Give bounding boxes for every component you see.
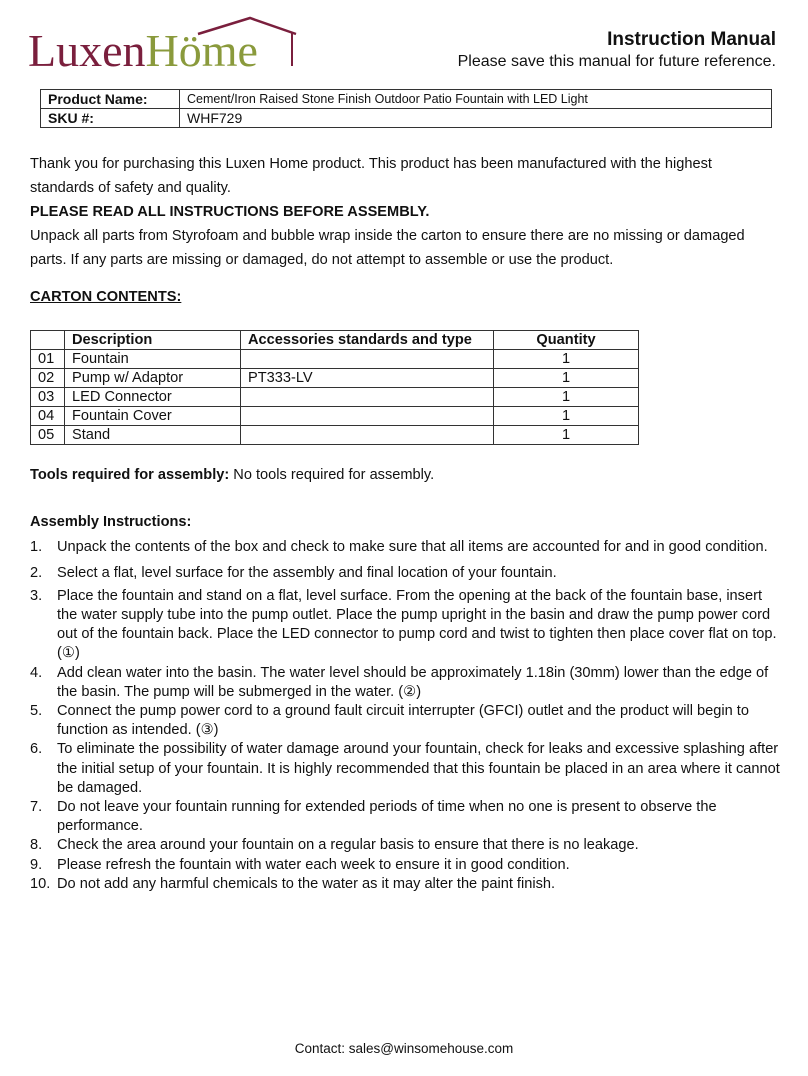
product-name-row [41, 90, 772, 109]
contents-header-row [31, 331, 639, 350]
row-number: 02 [31, 369, 65, 388]
table-row [31, 388, 639, 407]
sku-row [41, 109, 772, 128]
header-no [31, 331, 65, 350]
svg-text:LuxenHöme [28, 25, 258, 76]
row-accessories: PT333-LV [241, 369, 494, 388]
logo-text-home: Höme [145, 25, 258, 76]
list-item [30, 564, 780, 583]
list-item [30, 702, 780, 740]
row-description: Fountain Cover [65, 407, 241, 426]
thank-you-paragraph: Thank you for purchasing this Luxen Home product. This product has been manufactured with the highest standards of safety and quality. [30, 156, 712, 196]
row-number: 05 [31, 426, 65, 445]
step-text: Check the area around your fountain on a regular basis to ensure that there is no leakage. [57, 837, 639, 854]
row-quantity: 1 [494, 350, 639, 369]
row-accessories [241, 407, 494, 426]
step-text: Please refresh the fountain with water each week to ensure it in good condition. [57, 856, 570, 873]
list-item [30, 536, 780, 560]
row-quantity: 1 [494, 407, 639, 426]
row-description: LED Connector [65, 388, 241, 407]
table-row [31, 369, 639, 388]
product-name-label: Product Name: [41, 90, 180, 109]
step-number: 5. [30, 702, 43, 719]
step-text: Connect the pump power cord to a ground fault circuit interrupter (GFCI) outlet and the product will begin to function as intended. (③) [57, 702, 749, 739]
luxen-home-logo [28, 14, 300, 76]
list-item [30, 587, 780, 664]
table-row [31, 426, 639, 445]
row-quantity: 1 [494, 369, 639, 388]
tools-label: Tools required for assembly: [30, 467, 230, 483]
contact-footer: Contact: sales@winsomehouse.com [294, 1041, 514, 1056]
logo-text-luxen: Luxen [28, 25, 146, 76]
row-quantity: 1 [494, 388, 639, 407]
table-row [31, 407, 639, 426]
tools-required-line [30, 464, 780, 488]
unpack-paragraph: Unpack all parts from Styrofoam and bubble wrap inside the carton to ensure there are no missing or damaged parts. If any parts are missing or damaged, do not attempt to assemble or use the product. [30, 228, 745, 268]
row-number: 01 [31, 350, 65, 369]
step-number: 3. [30, 587, 43, 604]
read-instructions-notice: PLEASE READ ALL INSTRUCTIONS BEFORE ASSEMBLY. [30, 204, 430, 220]
assembly-steps-list [30, 536, 780, 894]
header-accessories: Accessories standards and type [241, 331, 494, 350]
header-quantity: Quantity [494, 331, 639, 350]
step-number: 1. [30, 539, 43, 555]
step-number: 4. [30, 664, 43, 681]
step-number: 6. [30, 741, 43, 758]
product-info-table [40, 89, 772, 128]
list-item [30, 836, 780, 855]
step-text: Add clean water into the basin. The water level should be approximately 1.18in (30mm) lower than the edge of the basin. The pump will be submerged in the water. (②) [57, 664, 769, 700]
step-number: 7. [30, 798, 43, 815]
step-text: Do not leave your fountain running for extended periods of time when no one is present to observe the performance. [57, 798, 717, 835]
step-text: Place the fountain and stand on a flat, level surface. From the opening at the back of the fountain base, insert the water supply tube into the pump outlet. Place the pump upright in the basin and draw the pump power cord out of the fountain back. Place the LED connector to pump cord and twist to tighten then place cover flat on top. (①) [57, 587, 777, 662]
step-number: 10. [30, 875, 51, 892]
product-name-value: Cement/Iron Raised Stone Finish Outdoor Patio Fountain with LED Light [180, 90, 772, 109]
row-accessories [241, 426, 494, 445]
sku-label: SKU #: [41, 109, 180, 128]
step-number: 9. [30, 856, 43, 873]
step-number: 2. [30, 564, 43, 581]
table-row [31, 350, 639, 369]
row-quantity: 1 [494, 426, 639, 445]
row-description: Fountain [65, 350, 241, 369]
list-item [30, 664, 780, 702]
list-item [30, 798, 780, 836]
list-item [30, 875, 780, 894]
row-description: Pump w/ Adaptor [65, 369, 241, 388]
carton-contents-table [30, 330, 639, 445]
sku-value: WHF729 [180, 109, 772, 128]
tools-text: No tools required for assembly. [229, 467, 435, 483]
document-subtitle: Please save this manual for future reference. [457, 53, 776, 70]
row-number: 04 [31, 407, 65, 426]
assembly-heading: Assembly Instructions: [30, 514, 192, 530]
header-description: Description [65, 331, 241, 350]
row-accessories [241, 350, 494, 369]
step-text: Select a flat, level surface for the assembly and final location of your fountain. [57, 564, 557, 581]
document-title: Instruction Manual [607, 29, 776, 50]
row-description: Stand [65, 426, 241, 445]
step-text: Do not add any harmful chemicals to the water as it may alter the paint finish. [57, 875, 556, 892]
list-item [30, 740, 780, 798]
row-number: 03 [31, 388, 65, 407]
step-number: 8. [30, 837, 43, 854]
step-text: Unpack the contents of the box and check to make sure that all items are accounted for and in good condition. [57, 539, 768, 555]
step-text: To eliminate the possibility of water damage around your fountain, check for leaks and excessive splashing after the initial setup of your fountain. It is highly recommended that this fountain be placed in an area where it cannot be damaged. [57, 741, 780, 796]
row-accessories [241, 388, 494, 407]
list-item [30, 856, 780, 875]
carton-contents-heading: CARTON CONTENTS: [30, 289, 182, 305]
